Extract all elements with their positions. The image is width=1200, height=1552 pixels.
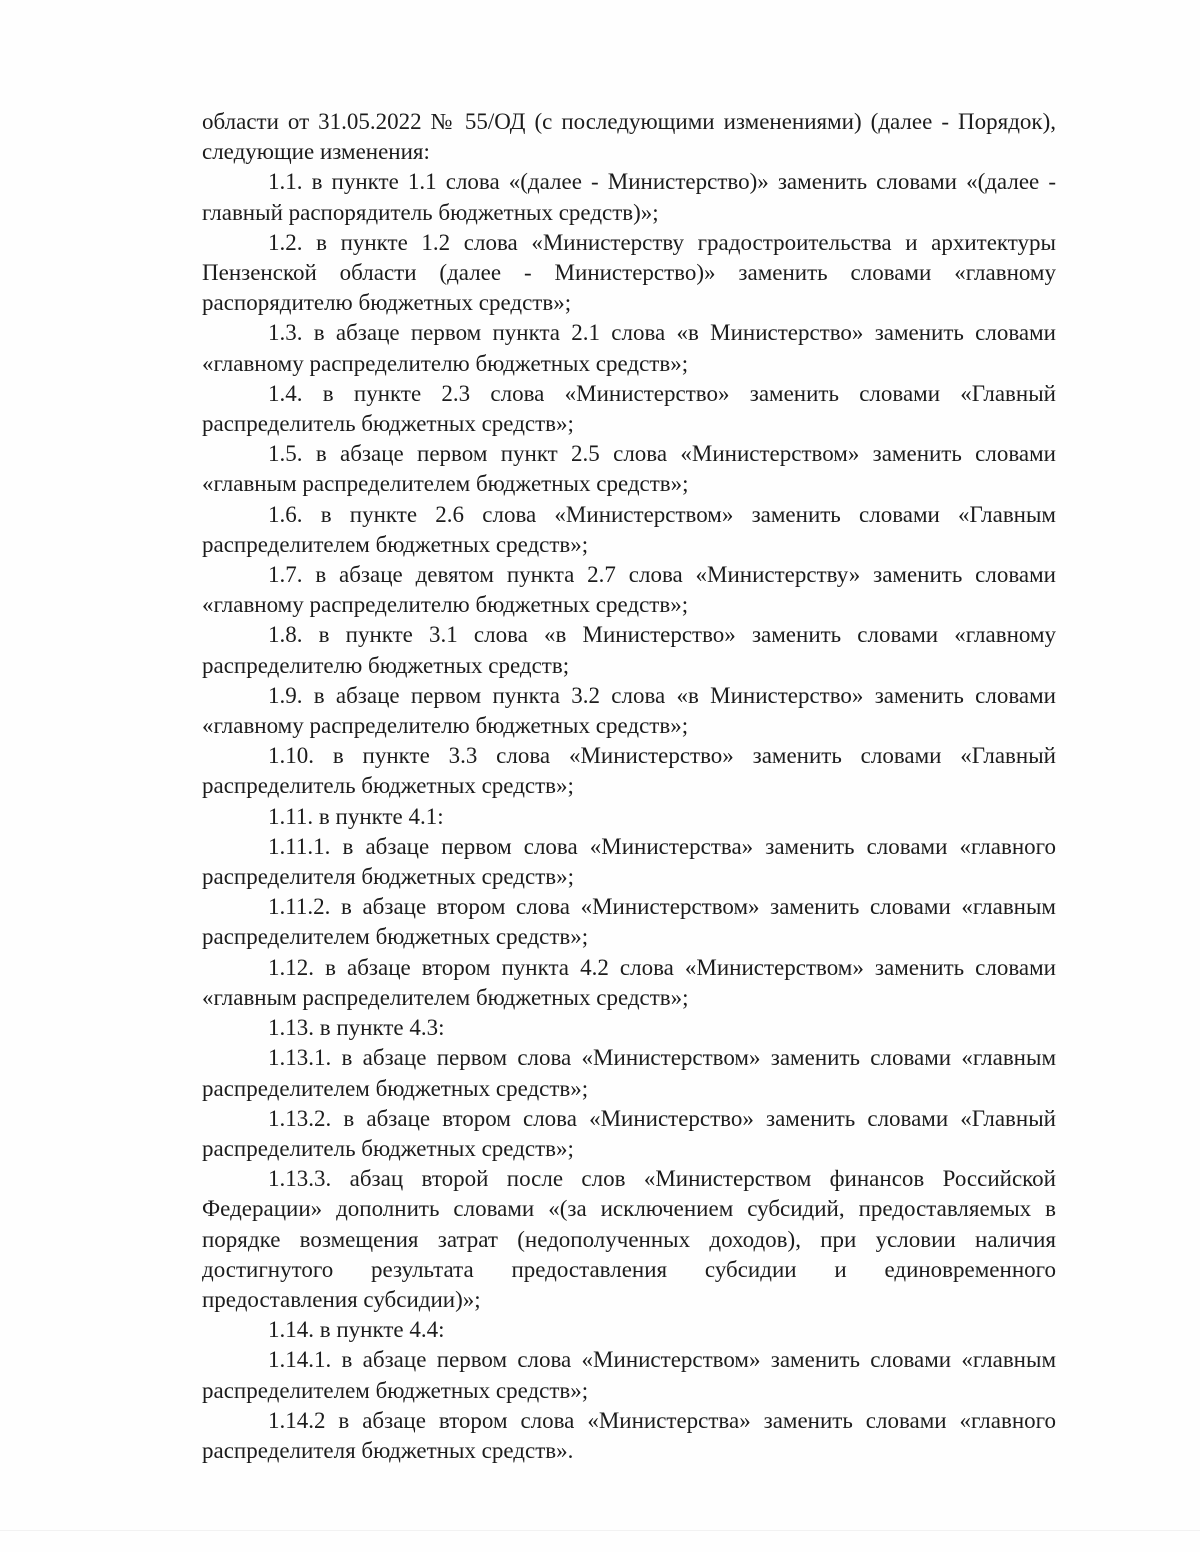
paragraph-1-5: 1.5. в абзаце первом пункт 2.5 слова «Министерством» заменить словами «главным распределителем бюджетных средств»; [202, 441, 1056, 497]
paragraph-1-10: 1.10. в пункте 3.3 слова «Министерство» заменить словами «Главный распределитель бюджетных средств»; [202, 743, 1056, 799]
paragraph-1-12: 1.12. в абзаце втором пункта 4.2 слова «Министерством» заменить словами «главным распределителем бюджетных средств»; [202, 954, 1056, 1010]
paragraph-1-8: 1.8. в пункте 3.1 слова «в Министерство» заменить словами «главному распределителю бюджетных средств; [202, 622, 1056, 678]
paragraph-1-11: 1.11. в пункте 4.1: [268, 803, 444, 829]
paragraph-1-1: 1.1. в пункте 1.1 слова «(далее - Министерство)» заменить словами «(далее - главный распорядитель бюджетных средств)»; [202, 169, 1056, 225]
paragraph-1-13: 1.13. в пункте 4.3: [268, 1015, 445, 1041]
paragraph-1-14: 1.14. в пункте 4.4: [268, 1317, 445, 1343]
paragraph-1-6: 1.6. в пункте 2.6 слова «Министерством» заменить словами «Главным распределителем бюджетных средств»; [202, 501, 1056, 557]
paragraph-1-11-1: 1.11.1. в абзаце первом слова «Министерства» заменить словами «главного распределителя бюджетных средств»; [202, 833, 1056, 890]
paragraph-1-13-1: 1.13.1. в абзаце первом слова «Министерством» заменить словами «главным распределителем бюджетных средств»; [202, 1045, 1056, 1101]
paragraph-1-13-3: 1.13.3. абзац второй после слов «Министерством финансов Российской Федерации» дополнить словами «(за исключением субсидий, предоставляемых в порядке возмещения затрат (недополученных доходов), при условии наличия достигнутого результата предоставления субсидии и единовременного предоставления субсидии)»; [202, 1166, 1056, 1312]
paragraph-1-4: 1.4. в пункте 2.3 слова «Министерство» заменить словами «Главный распределитель бюджетных средств»; [202, 380, 1056, 437]
paragraph-1-11-2: 1.11.2. в абзаце втором слова «Министерством» заменить словами «главным распределителем бюджетных средств»; [202, 894, 1056, 950]
scan-edge-line [0, 1530, 1200, 1531]
paragraph-1-3: 1.3. в абзаце первом пункта 2.1 слова «в Министерство» заменить словами «главному распределителю бюджетных средств»; [202, 320, 1056, 376]
paragraph-1-2: 1.2. в пункте 1.2 слова «Министерству градостроительства и архитектуры Пензенской области (далее - Министерство)» заменить словами «главному распорядителю бюджетных средств»; [202, 229, 1056, 316]
document-body [202, 107, 1056, 1466]
paragraph-1-14-2: 1.14.2 в абзаце втором слова «Министерства» заменить словами «главного распределителя бюджетных средств». [202, 1407, 1056, 1463]
paragraph-1-9: 1.9. в абзаце первом пункта 3.2 слова «в Министерство» заменить словами «главному распределителю бюджетных средств»; [202, 682, 1056, 739]
paragraph-1-14-1: 1.14.1. в абзаце первом слова «Министерством» заменить словами «главным распределителем бюджетных средств»; [202, 1347, 1056, 1403]
paragraph-intro: области от 31.05.2022 № 55/ОД (с последующими изменениями) (далее - Порядок), следующие изменения: [202, 109, 1056, 165]
paragraph-1-7: 1.7. в абзаце девятом пункта 2.7 слова «Министерству» заменить словами «главному распределителю бюджетных средств»; [202, 562, 1056, 618]
paragraph-1-13-2: 1.13.2. в абзаце втором слова «Министерство» заменить словами «Главный распределитель бюджетных средств»; [202, 1105, 1056, 1161]
